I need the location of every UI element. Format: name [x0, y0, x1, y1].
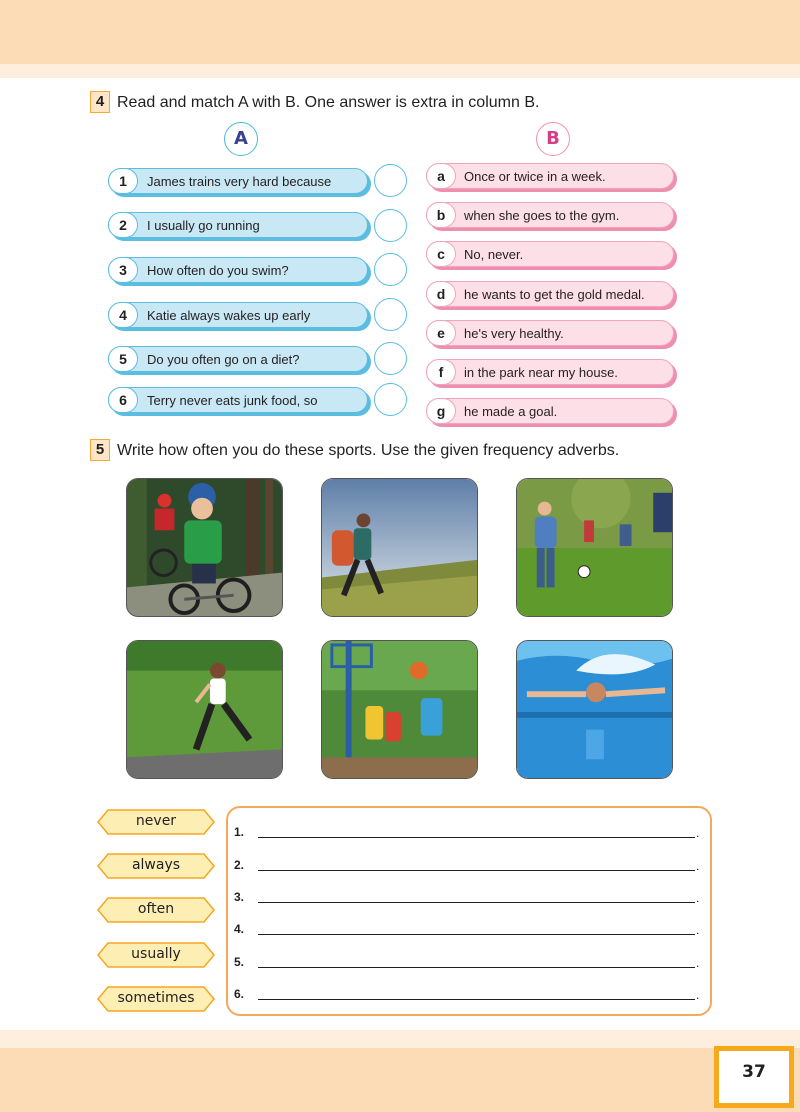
item-letter: a: [426, 163, 456, 189]
item-text: when she goes to the gym.: [464, 208, 620, 223]
answer-line[interactable]: [258, 988, 695, 1000]
swimming-photo: [516, 640, 673, 779]
line-number: 3.: [234, 890, 245, 904]
item-text: No, never.: [464, 247, 524, 262]
bottom-band-light: [0, 1030, 800, 1048]
answer-line[interactable]: [258, 859, 695, 871]
line-number: 4.: [234, 922, 245, 936]
answer-line[interactable]: [258, 956, 695, 968]
line-number: 2.: [234, 858, 245, 872]
item-text: Once or twice in a week.: [464, 169, 606, 184]
item-letter: g: [426, 398, 456, 424]
adverb-tag: [97, 809, 215, 835]
column-a-item: [108, 387, 368, 413]
column-a-item: [108, 257, 368, 283]
answer-circle[interactable]: [374, 164, 407, 197]
exercise-5-number: 5: [90, 439, 110, 461]
adverb-text: never: [135, 813, 177, 829]
answer-circle[interactable]: [374, 298, 407, 331]
line-end: .: [696, 988, 700, 1002]
exercise-4-number: 4: [90, 91, 110, 113]
item-text: he's very healthy.: [464, 326, 564, 341]
adverb-tag: [97, 897, 215, 923]
item-number: 6: [108, 387, 138, 413]
answer-line[interactable]: [258, 923, 695, 935]
item-text: he wants to get the gold medal.: [464, 287, 645, 302]
item-letter: f: [426, 359, 456, 385]
column-a-badge: A: [224, 122, 258, 156]
item-letter: d: [426, 281, 456, 307]
line-end: .: [696, 923, 700, 937]
item-text: I usually go running: [147, 218, 260, 233]
bottom-band: [0, 1048, 800, 1112]
football-photo: [516, 478, 673, 617]
column-b-badge: B: [536, 122, 570, 156]
column-a-item: [108, 346, 368, 372]
answer-circle[interactable]: [374, 342, 407, 375]
line-number: 6.: [234, 987, 245, 1001]
column-a-item: [108, 302, 368, 328]
item-text: Katie always wakes up early: [147, 308, 311, 323]
cycling-photo: [126, 478, 283, 617]
item-letter: b: [426, 202, 456, 228]
answer-circle[interactable]: [374, 253, 407, 286]
column-b-item: [426, 281, 674, 307]
answer-circle[interactable]: [374, 209, 407, 242]
item-letter: c: [426, 241, 456, 267]
basketball-photo: [321, 640, 478, 779]
running-photo: [126, 640, 283, 779]
exercise-5-title: Write how often you do these sports. Use the given frequency adverbs.: [117, 442, 620, 459]
line-end: .: [696, 826, 700, 840]
answer-line[interactable]: [258, 891, 695, 903]
column-b-item: [426, 163, 674, 189]
column-b-item: [426, 359, 674, 385]
item-text: Terry never eats junk food, so: [147, 393, 318, 408]
adverb-text: always: [131, 857, 181, 873]
top-band: [0, 0, 800, 64]
adverb-text: often: [137, 901, 175, 917]
top-band-light: [0, 64, 800, 78]
answer-circle[interactable]: [374, 383, 407, 416]
column-b-item: [426, 398, 674, 424]
item-number: 2: [108, 212, 138, 238]
item-text: in the park near my house.: [464, 365, 618, 380]
item-number: 5: [108, 346, 138, 372]
column-b-item: [426, 241, 674, 267]
answer-line[interactable]: [258, 826, 695, 838]
line-number: 5.: [234, 955, 245, 969]
column-b-item: [426, 320, 674, 346]
item-text: How often do you swim?: [147, 263, 289, 278]
column-a-item: [108, 168, 368, 194]
line-end: .: [696, 891, 700, 905]
line-end: .: [696, 956, 700, 970]
adverb-tag: [97, 942, 215, 968]
column-a-item: [108, 212, 368, 238]
item-text: Do you often go on a diet?: [147, 352, 300, 367]
line-end: .: [696, 859, 700, 873]
hiking-photo: [321, 478, 478, 617]
item-text: he made a goal.: [464, 404, 558, 419]
item-letter: e: [426, 320, 456, 346]
item-number: 3: [108, 257, 138, 283]
column-b-item: [426, 202, 674, 228]
adverb-text: sometimes: [117, 990, 195, 1006]
adverb-tag: [97, 986, 215, 1012]
line-number: 1.: [234, 825, 245, 839]
adverb-text: usually: [131, 946, 181, 962]
item-text: James trains very hard because: [147, 174, 332, 189]
adverb-tag: [97, 853, 215, 879]
item-number: 4: [108, 302, 138, 328]
item-number: 1: [108, 168, 138, 194]
exercise-4-title: Read and match A with B. One answer is extra in column B.: [117, 94, 540, 111]
page-number-box: [714, 1046, 794, 1108]
page-number: 37: [742, 1062, 766, 1082]
